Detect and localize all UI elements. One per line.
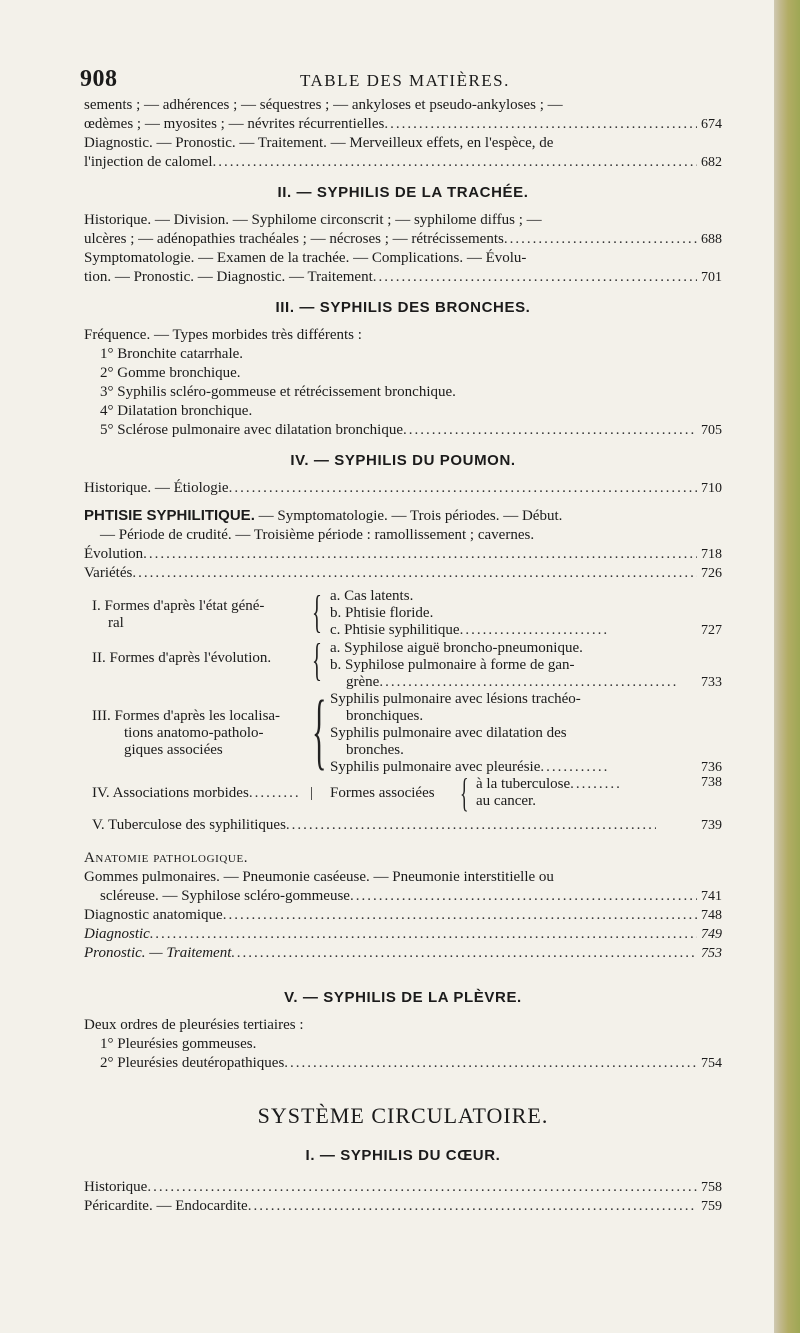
list-item: 3° Syphilis scléro-gommeuse et rétrécissement bronchique. (100, 384, 456, 400)
phtisie-heading: PHTISIE SYPHILITIQUE. (84, 507, 255, 524)
anatomie-heading: Anatomie pathologique. (84, 850, 249, 866)
entry-page: 759 (701, 1199, 722, 1214)
entry-text: Variétés (84, 565, 133, 581)
class-label: II. Formes d'après l'évolution. (92, 650, 272, 666)
entry-text: Péricardite. — Endocardite (84, 1198, 248, 1214)
entry-text: — Symptomatologie. — Trois périodes. — Début. (254, 508, 563, 524)
toc-entry (84, 115, 722, 134)
brace: { (312, 634, 322, 685)
class-item: c. Phtisie syphilitique..... (330, 621, 610, 640)
entry-page: 726 (701, 566, 722, 581)
entry-page: 718 (701, 547, 722, 562)
entry-page: 733 (701, 675, 722, 690)
entry-text: tion. — Pronostic. — Diagnostic. — Traitement (84, 269, 373, 285)
list-item: 1° Bronchite catarrhale. (100, 346, 244, 362)
class-item: bronches. (346, 742, 404, 758)
entry-page: 705 (701, 423, 722, 438)
running-title: TABLE DES MATIÈRES. (300, 71, 510, 90)
entry-text: 5° Sclérose pulmonaire avec dilatation bronchique (100, 422, 403, 438)
brace: { (312, 682, 327, 778)
class-label: V. Tuberculose des syphilitiques..... (92, 816, 656, 835)
class-item: Syphilis pulmonaire avec dilatation des (330, 725, 567, 741)
entry-text: Évolution (84, 546, 144, 562)
list-item: 4° Dilatation bronchique. (100, 403, 253, 419)
entry-page: 738 (701, 775, 722, 790)
entry-page: 753 (701, 946, 722, 961)
varietes-classification (84, 587, 722, 839)
entry-page: 682 (701, 155, 722, 170)
toc-line: — Période de crudité. — Troisième période : ramollissement ; cavernes. (100, 527, 535, 543)
class-item: a. Cas latents. (330, 588, 414, 604)
entry-page: 749 (701, 927, 722, 942)
toc-entry (84, 1197, 722, 1216)
entry-page: 710 (701, 481, 722, 496)
toc-line: Gommes pulmonaires. — Pneumonie caséeuse. — Pneumonie interstitielle ou (84, 869, 554, 885)
section-heading: II. — SYPHILIS DE LA TRACHÉE. (277, 184, 529, 201)
class-label: tions anatomo-patholo- (124, 725, 264, 741)
toc-entry (84, 564, 722, 583)
toc-entry (84, 479, 722, 498)
part-title: SYSTÈME CIRCULATOIRE. (257, 1103, 549, 1128)
entry-text: ulcères ; — adénopathies trachéales ; — nécroses ; — rétrécissements (84, 231, 504, 247)
toc-line: Deux ordres de pleurésies tertiaires : (84, 1017, 304, 1033)
toc-entry (84, 1178, 722, 1197)
class-label: III. Formes d'après les localisa- (92, 708, 281, 724)
list-item: 2° Gomme bronchique. (100, 365, 241, 381)
toc-line: Symptomatologie. — Examen de la trachée. — Complications. — Évolu- (84, 250, 527, 266)
toc-line: Historique. — Division. — Syphilome circonscrit ; — syphilome diffus ; — (84, 212, 542, 228)
toc-entry (84, 925, 722, 944)
class-item: Syphilis pulmonaire avec lésions trachéo- (330, 691, 581, 707)
class-item: b. Syphilose pulmonaire à forme de gan- (330, 657, 575, 673)
section-heading: V. — SYPHILIS DE LA PLÈVRE. (284, 989, 522, 1006)
entry-text: Historique. — Étiologie (84, 480, 229, 496)
entry-page: 674 (701, 117, 722, 132)
entry-text: Pronostic. — Traitement (84, 945, 232, 961)
toc-entry (84, 153, 722, 172)
entry-text: Diagnostic anatomique (84, 907, 223, 923)
toc-entry (84, 1054, 722, 1073)
class-item: Formes associées (330, 785, 435, 801)
page-edge-shadow (774, 0, 800, 1333)
class-item: à la tuberculose..... (476, 775, 620, 794)
toc-entry (84, 944, 722, 963)
class-label: IV. Associations morbides..... (92, 784, 299, 803)
toc-entry (84, 268, 722, 287)
entry-text: l'injection de calomel (84, 154, 213, 170)
entry-page: 739 (701, 818, 722, 833)
entry-text: Diagnostic (84, 926, 150, 942)
class-item: grène..... (346, 673, 679, 692)
entry-page: 688 (701, 232, 722, 247)
toc-entry (84, 230, 722, 249)
section-heading: IV. — SYPHILIS DU POUMON. (290, 452, 516, 469)
class-item: a. Syphilose aiguë broncho-pneumonique. (330, 640, 583, 656)
entry-text: scléreuse. — Syphilose scléro-gommeuse (100, 888, 350, 904)
toc-entry (84, 906, 722, 925)
separator: | (310, 785, 314, 801)
toc-line (84, 506, 722, 526)
toc-line: Diagnostic. — Pronostic. — Traitement. — Merveilleux effets, en l'espèce, de (84, 135, 554, 151)
class-label: giques associées (124, 742, 223, 758)
section-heading: I. — SYPHILIS DU CŒUR. (305, 1147, 501, 1164)
entry-page: 701 (701, 270, 722, 285)
entry-page: 748 (701, 908, 722, 923)
entry-text: Historique (84, 1179, 148, 1195)
entry-page: 736 (701, 760, 722, 775)
section-heading: III. — SYPHILIS DES BRONCHES. (275, 299, 531, 316)
brace: { (460, 770, 469, 815)
entry-page: 758 (701, 1180, 722, 1195)
list-item: 1° Pleurésies gommeuses. (100, 1036, 257, 1052)
class-item: au cancer. (476, 793, 536, 809)
toc-line: sements ; — adhérences ; — séquestres ; — ankyloses et pseudo-ankyloses ; — (84, 97, 563, 113)
toc-line: Fréquence. — Types morbides très différents : (84, 327, 362, 343)
entry-page: 727 (701, 623, 722, 638)
class-item: Syphilis pulmonaire avec pleurésie..... (330, 758, 610, 777)
class-label: ral (108, 615, 124, 631)
page-header (80, 66, 720, 96)
class-item: b. Phtisie floride. (330, 605, 434, 621)
entry-page: 754 (701, 1056, 722, 1071)
page-number: 908 (80, 66, 118, 92)
entry-page: 741 (701, 889, 722, 904)
class-label: I. Formes d'après l'état géné- (92, 598, 265, 614)
class-item: bronchiques. (346, 708, 424, 724)
toc-entry (84, 545, 722, 564)
toc-content (84, 96, 722, 1216)
entry-text: 2° Pleurésies deutéropathiques (100, 1055, 285, 1071)
toc-entry (84, 887, 722, 906)
toc-entry (84, 421, 722, 440)
entry-text: œdèmes ; — myosites ; — névrites récurrentielles (84, 116, 385, 132)
brace: { (312, 586, 322, 637)
